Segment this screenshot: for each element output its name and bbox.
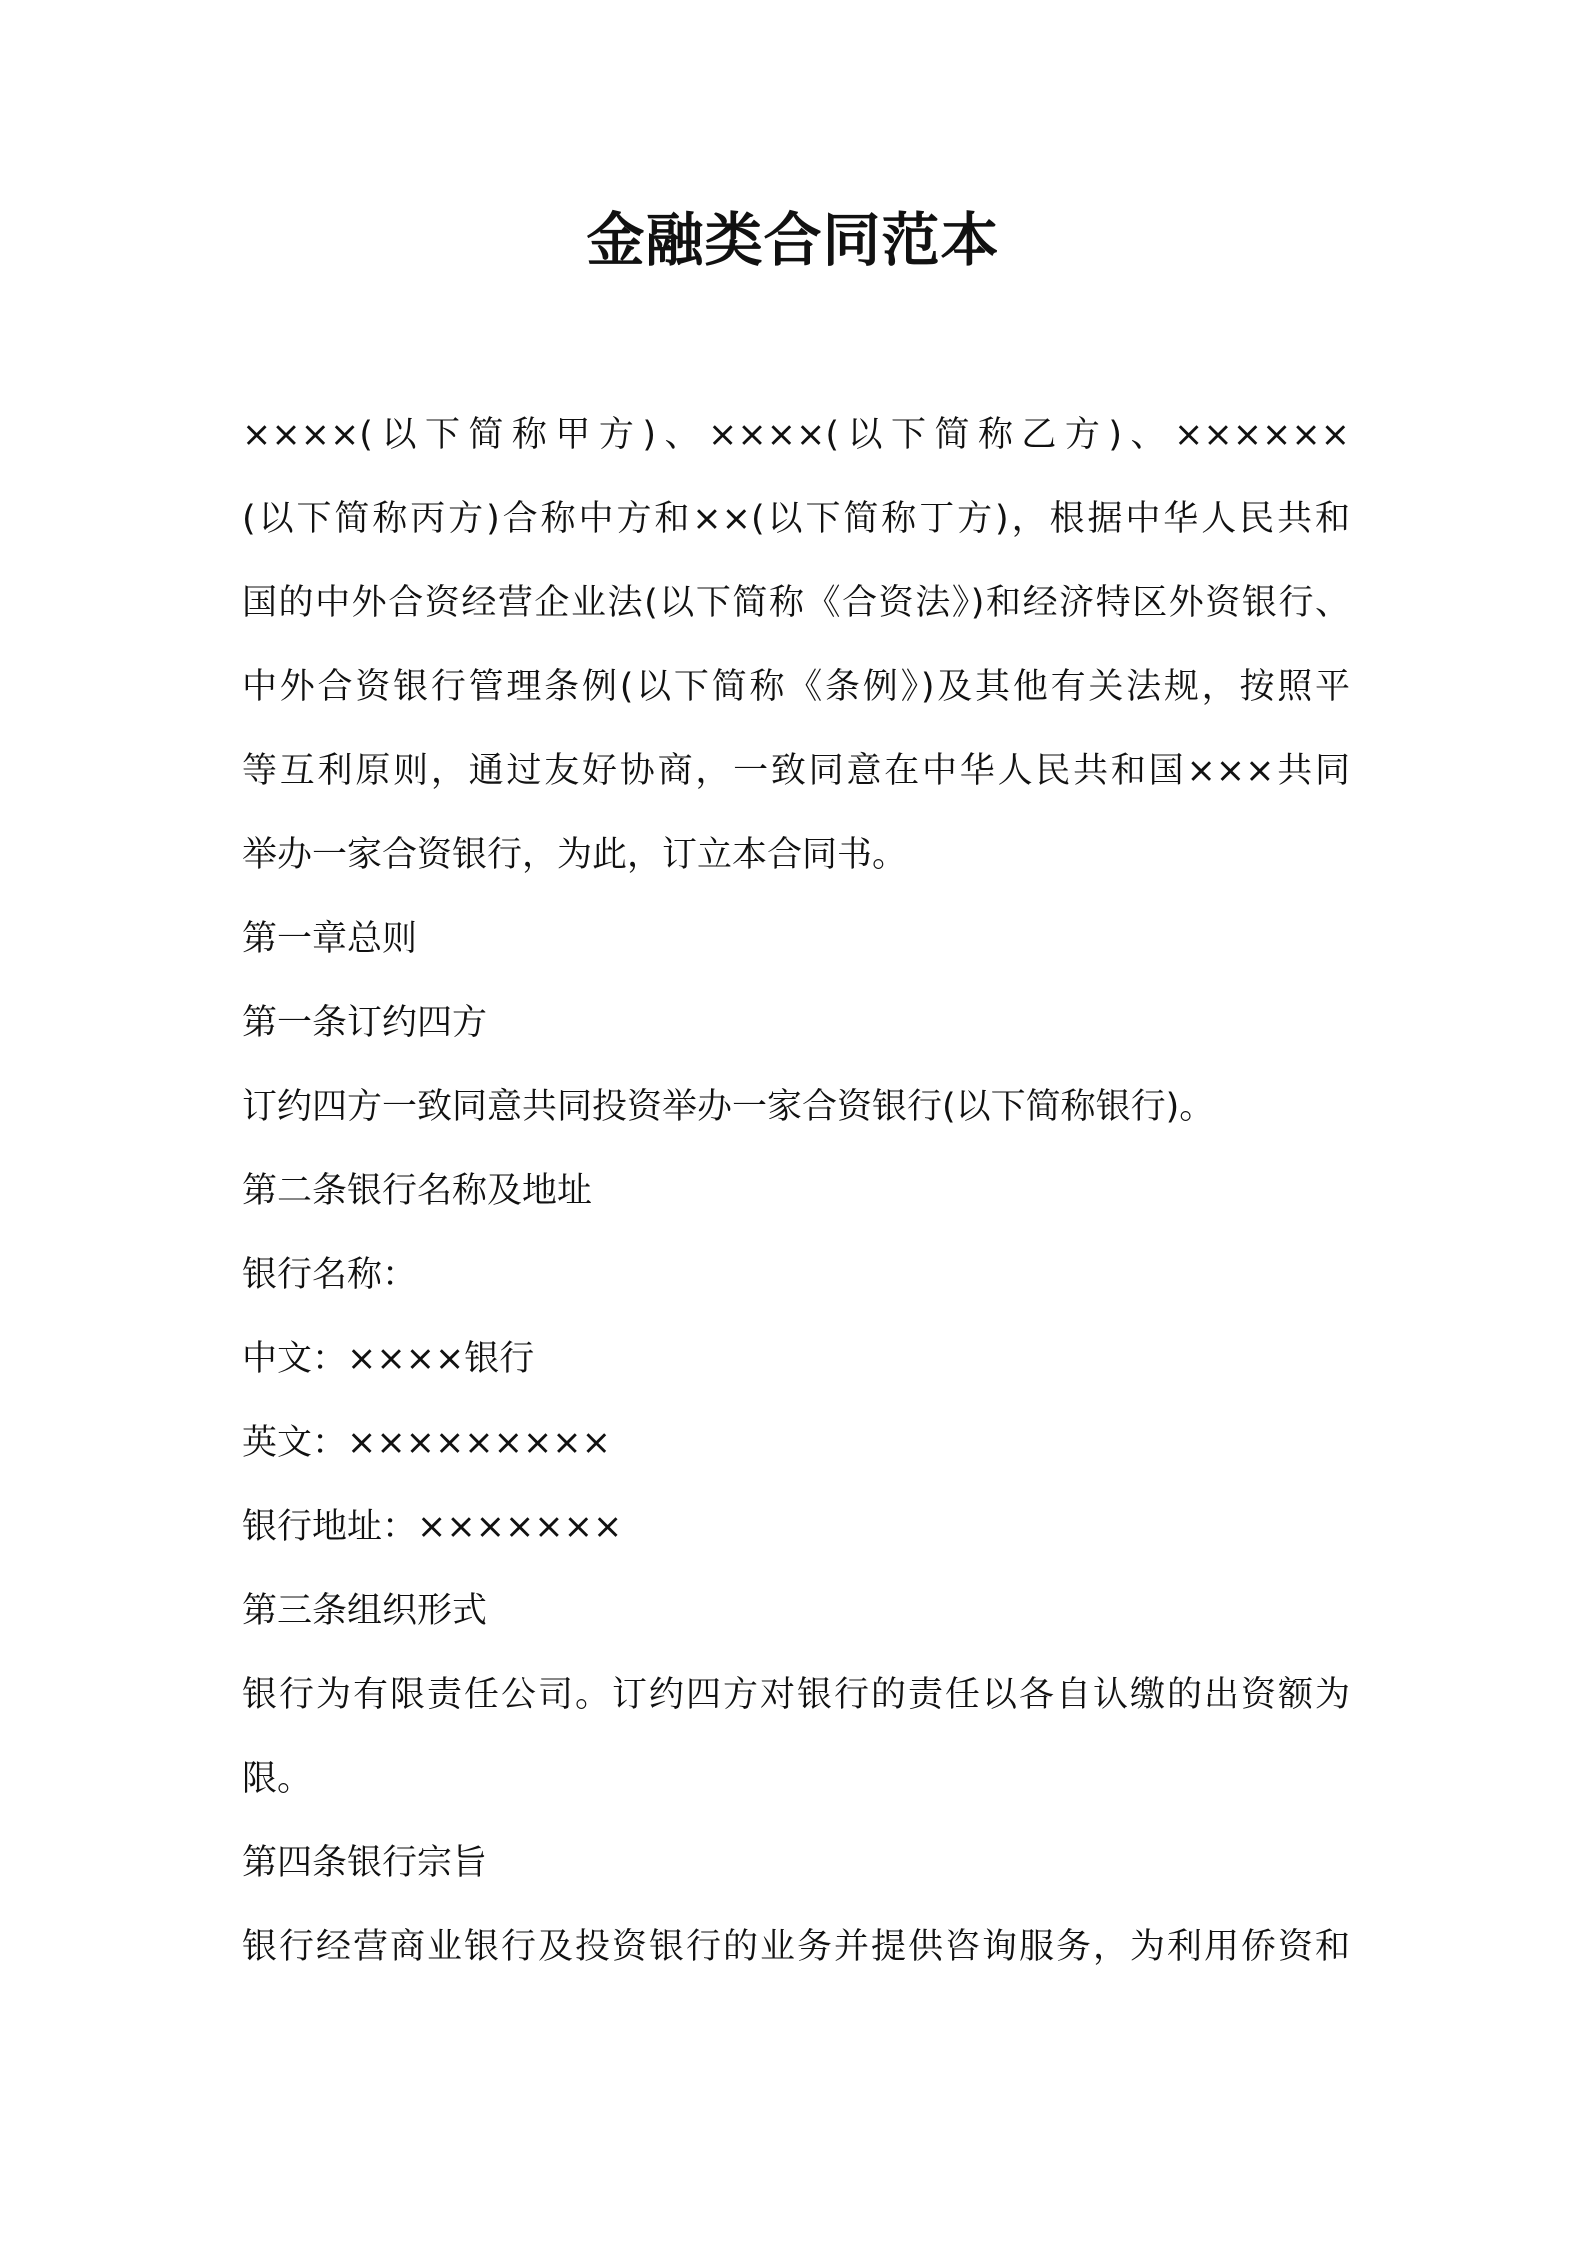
- paragraph-line: 国的中外合资经营企业法(以下简称《合资法》)和经济特区外资银行、: [242, 583, 1350, 623]
- paragraph-line: 银行经营商业银行及投资银行的业务并提供咨询服务，为利用侨资和: [242, 1927, 1350, 1967]
- paragraph-line: 举办一家合资银行，为此，订立本合同书。: [242, 835, 908, 875]
- field-line: 英文：×××××××××: [242, 1423, 611, 1463]
- article-heading: 第一条订约四方: [242, 1003, 488, 1043]
- paragraph-line: 中外合资银行管理条例(以下简称《条例》)及其他有关法规，按照平: [242, 667, 1350, 707]
- field-line: 中文：××××银行: [242, 1339, 535, 1379]
- paragraph-line: ××××(以下简称甲方)、××××(以下简称乙方)、××××××: [242, 415, 1350, 455]
- paragraph-line: 订约四方一致同意共同投资举办一家合资银行(以下简称银行)。: [242, 1087, 1215, 1127]
- article-heading: 第二条银行名称及地址: [242, 1171, 593, 1211]
- field-label: 银行名称：: [242, 1255, 418, 1295]
- chapter-heading: 第一章总则: [242, 919, 418, 959]
- document-body: [242, 393, 1350, 1989]
- paragraph-line: (以下简称丙方)合称中方和××(以下简称丁方)，根据中华人民共和: [242, 499, 1350, 539]
- document-title: 金融类合同范本: [586, 206, 1000, 274]
- paragraph-line: 限。: [242, 1759, 313, 1799]
- article-heading: 第三条组织形式: [242, 1591, 488, 1631]
- article-heading: 第四条银行宗旨: [242, 1843, 488, 1883]
- paragraph-line: 银行为有限责任公司。订约四方对银行的责任以各自认缴的出资额为: [242, 1675, 1350, 1715]
- field-line: 银行地址：×××××××: [242, 1507, 623, 1547]
- paragraph-line: 等互利原则，通过友好协商，一致同意在中华人民共和国×××共同: [242, 751, 1350, 791]
